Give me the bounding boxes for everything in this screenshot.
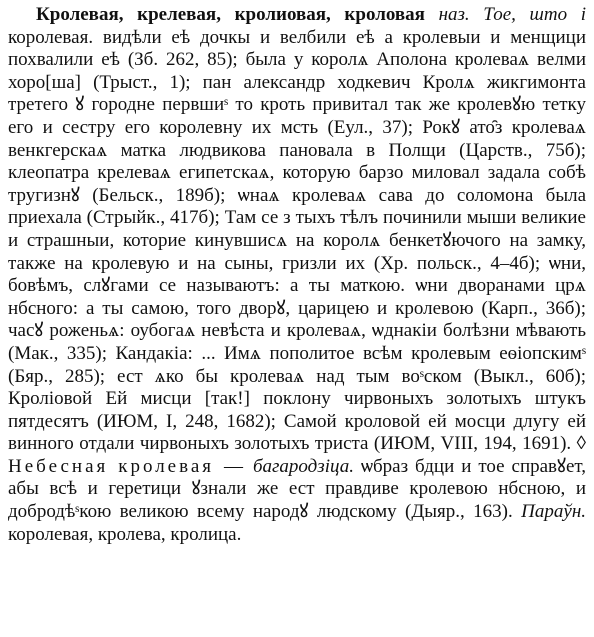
diamond-marker-icon: ◊ [576, 433, 587, 455]
entry-headword: Кролевая, крелевая, кролиовая, кроловая [36, 4, 425, 25]
dictionary-entry [8, 4, 586, 546]
entry-phrase-citation: ѡбраз бдци и тое справꙋет, абы всѣ и геретици ꙋзнали же ест правдиве кролевою нбсною, и добродѣˢкою великою всему народꙋ людскому (Дыяр., 163). [8, 455, 586, 523]
entry-pos-gloss: наз. Тое, што i [438, 4, 587, 25]
entry-phrase: Небесная кролевая — [8, 455, 246, 477]
cross-reference-label: Параўн. [521, 501, 587, 523]
entry-body-text: королевая. видѣли еѣ дочкы и велбили еѣ а кролевыи и менщици похвалили еѣ (Зб. 262, 85); была у королѧ Аполона кролеваѧ велми хоро[ша] (Трыст., 1); пан александр ходкевич Кролѧ жикгимонта третего ꙋ городне первшиˢ то кроть привитал так же кролевꙋю тетку его и сестру его королевну их мсть (Еул., 37); Рокꙋ ато̑з кролеваѧ венкгерскаѧ матка людвикова пановала в Полщи (Царств., 75б); клеопатра крелеваѧ египетскаѧ, которую барзо миловал задала собѣ тругизнꙋ (Бельск., 189б); ѡнаѧ кролеваѧ сава до соломона была приехала (Стрыйк., 417б); Там се з тыхъ тѣлъ починили мыши великие и страшныи, которие кинувшисѧ на королѧ бенкетꙋючого на замку, также на кролевую и на сыны, гризли их (Хр. польск., 4–4б); ѡни, бовѣмъ, слꙋгами се называютъ: а ты маткою. ѡни дворанами црѧ нбсного: а ты самою, того дворꙋ, царицею и кролевою (Карп., 36б); часꙋ роженьѧ: оубогаѧ невѣста и кролеваѧ, ѡднакіи болѣзни мѣвають (Мак., 335); Кандакіа: ... Имѧ пополитое всѣм кролевым еѳіопскимˢ (Бяр., 285); ест ѧко бы кролеваѧ над тым воˢском (Выкл., 60б); Кролiовой Ей мисци [так!] поклону чирвоныхъ золотыхъ штукъ пятдесятъ (ИЮМ, I, 248, 1682); Самой кроловой ей мосци длугу ей винного отдали чирвоныхъ золотыхъ триста (ИЮМ, VIII, 194, 1691). [8, 26, 586, 455]
entry-phrase-gloss: багародзіца. [252, 455, 354, 477]
cross-reference-words: королевая, кролева, кролица. [8, 523, 242, 545]
